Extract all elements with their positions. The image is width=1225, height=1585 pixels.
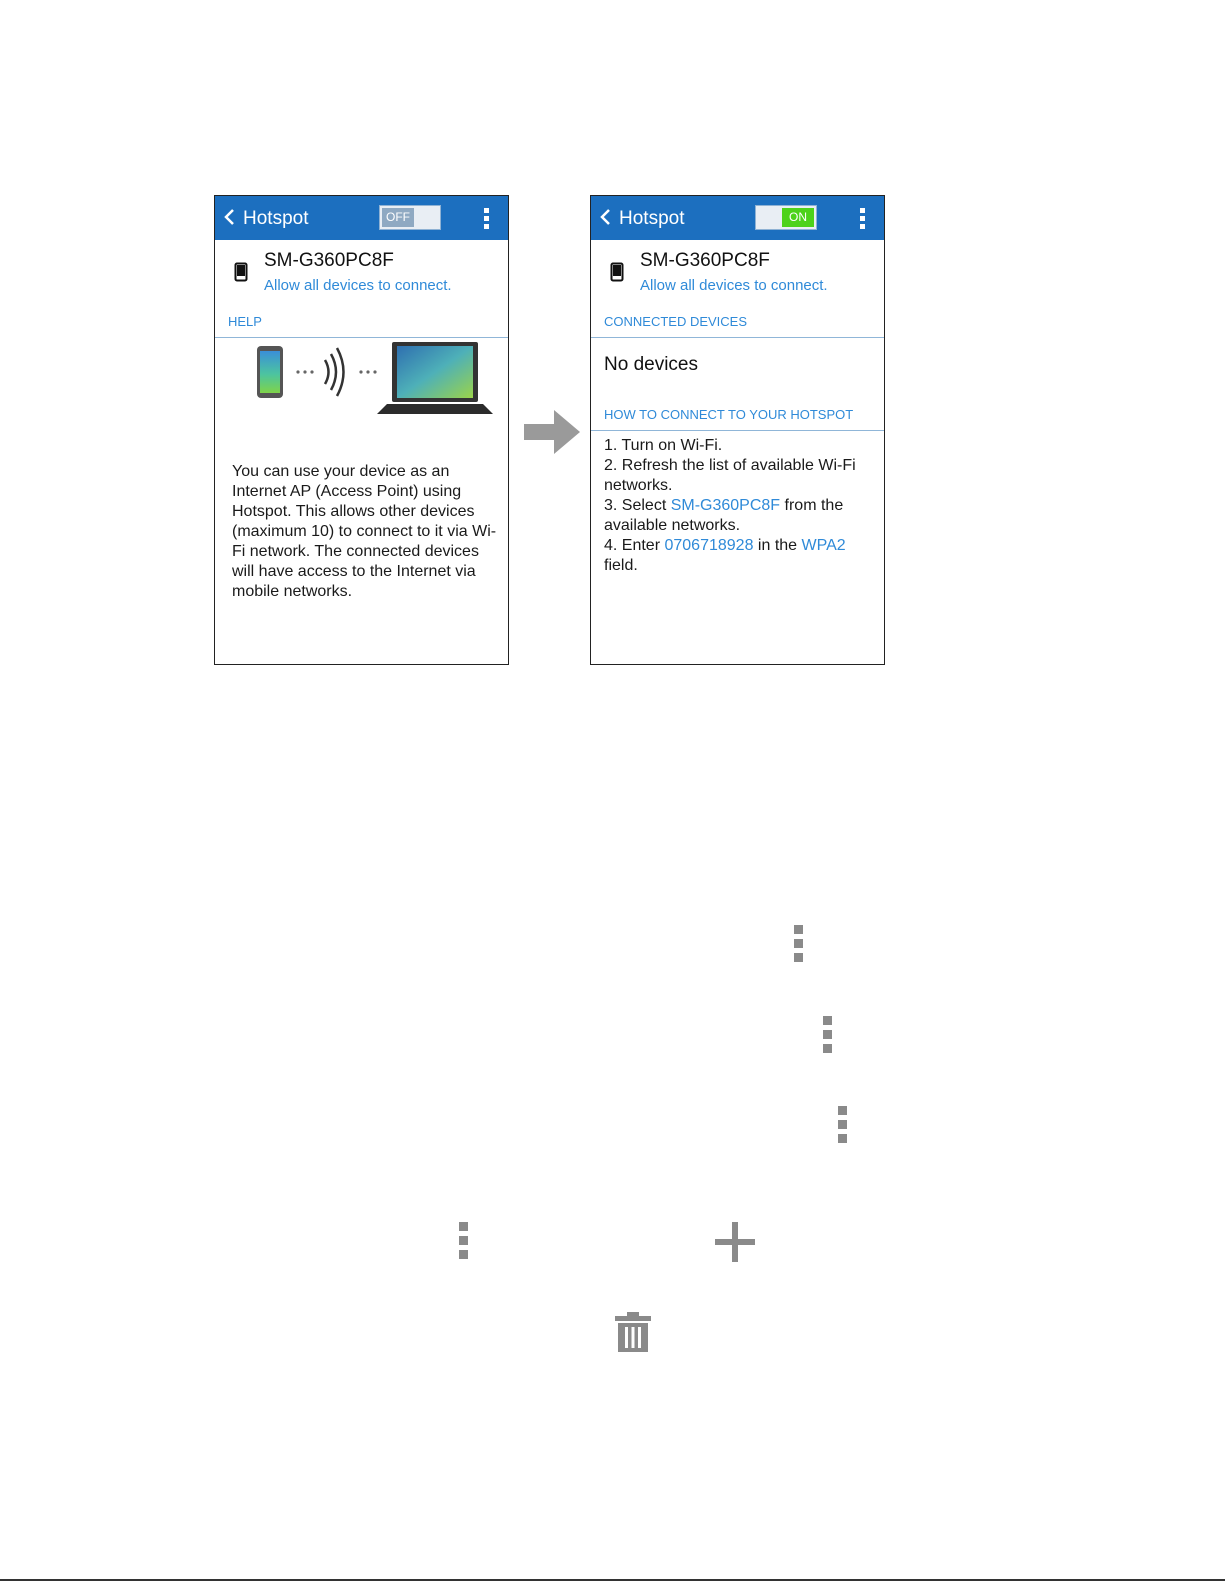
delete-icon (615, 1312, 651, 1352)
hotspot-password: 0706718928 (664, 537, 754, 554)
phone-icon (610, 262, 624, 282)
more-options-icon[interactable] (484, 208, 490, 230)
phone-to-laptop-illustration (237, 316, 497, 436)
help-text: You can use your device as an Internet AP (Access Point) using Hotspot. This allows other devices (maximum 10) to connect to it via Wi-Fi network. The connected devices will have access to the Internet via mobile networks. (232, 463, 497, 600)
security-type: WPA2 (801, 537, 846, 554)
back-chevron-icon[interactable] (599, 207, 613, 227)
hotspot-screen-on (590, 195, 885, 665)
phone-icon (234, 262, 248, 282)
more-options-icon (838, 1106, 847, 1148)
page-title: Hotspot (243, 208, 309, 229)
arrow-right-icon (524, 408, 580, 456)
app-bar (591, 196, 884, 240)
toggle-label: ON (782, 208, 814, 227)
more-options-icon[interactable] (860, 208, 866, 230)
back-chevron-icon[interactable] (223, 207, 237, 227)
device-name: SM-G360PC8F (640, 250, 770, 271)
connection-steps (604, 436, 879, 576)
section-header-how-to-connect: HOW TO CONNECT TO YOUR HOTSPOT (591, 407, 884, 431)
more-options-icon (794, 925, 803, 967)
step-2: 2. Refresh the list of available Wi-Fi networks. (604, 457, 856, 494)
section-header-help: HELP (215, 314, 508, 338)
no-devices-text: No devices (604, 354, 698, 375)
add-icon (715, 1222, 755, 1262)
more-options-icon (823, 1016, 832, 1058)
step-3: 3. Select SM-G360PC8F from the available networks. (604, 497, 844, 534)
hotspot-toggle[interactable] (755, 205, 817, 230)
step-1: 1. Turn on Wi-Fi. (604, 437, 723, 454)
page-title: Hotspot (619, 208, 685, 229)
allow-devices-setting[interactable]: Allow all devices to connect. (264, 277, 452, 294)
network-name: SM-G360PC8F (670, 497, 781, 514)
allow-devices-setting[interactable]: Allow all devices to connect. (640, 277, 828, 294)
toggle-label: OFF (382, 208, 414, 227)
hotspot-toggle[interactable] (379, 205, 441, 230)
page-bottom-rule (0, 1579, 1225, 1581)
device-name: SM-G360PC8F (264, 250, 394, 271)
app-bar (215, 196, 508, 240)
more-options-icon (459, 1222, 468, 1264)
hotspot-screen-off (214, 195, 509, 665)
section-header-connected-devices: CONNECTED DEVICES (591, 314, 884, 338)
step-4: 4. Enter 0706718928 in the WPA2 field. (604, 537, 846, 574)
